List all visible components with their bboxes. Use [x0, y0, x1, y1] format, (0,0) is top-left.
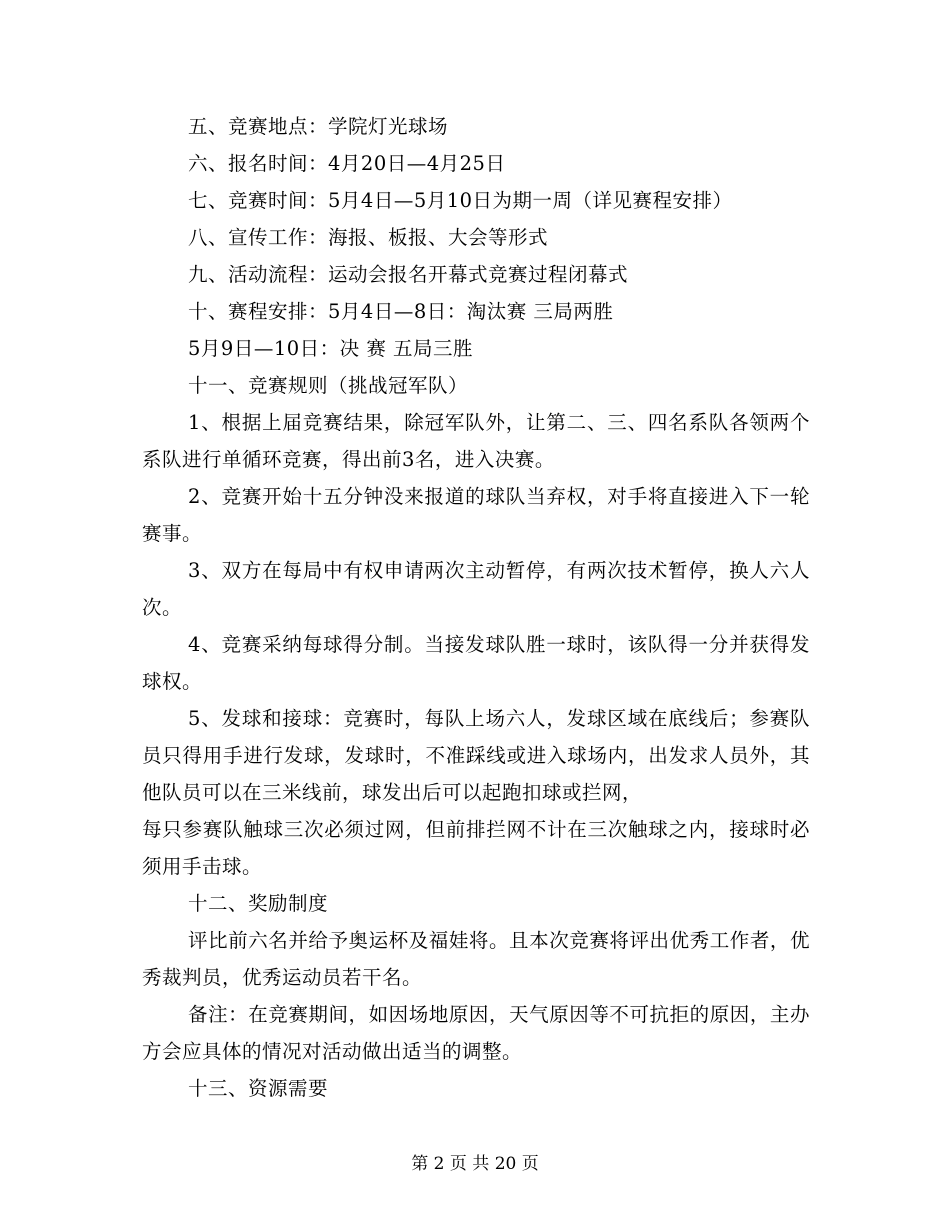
paragraph-venue: 五、竞赛地点：学院灯光球场: [188, 115, 449, 138]
paragraph-rewards: 评比前六名并给予奥运杯及福娃将。且本次竞赛将评出优秀工作者，优秀裁判员，优秀运动员若干名。: [142, 929, 810, 989]
paragraph-schedule: 十、赛程安排：5月4日—8日：淘汰赛 三局两胜: [188, 300, 614, 323]
heading-rewards: 十二、奖励制度: [188, 892, 329, 915]
paragraph-remark: 备注：在竞赛期间，如因场地原因，天气原因等不可抗拒的原因，主办方会应具体的情况对活动做出适当的调整。: [142, 1003, 810, 1063]
paragraph-rule-3: 3、双方在每局中有权申请两次主动暂停，有两次技术暂停，换人六人次。: [142, 559, 810, 619]
paragraph-rule-5: 5、发球和接球：竞赛时，每队上场六人，发球区域在底线后；参赛队员只得用手进行发球，发球时，不准踩线或进入球场内，出发求人员外，其他队员可以在三米线前，球发出后可以起跑扣球或拦网，: [142, 707, 810, 804]
paragraph-rule-5-continued: 每只参赛队触球三次必须过网，但前排拦网不计在三次触球之内，接球时必须用手击球。: [142, 818, 810, 878]
heading-rules: 十一、竞赛规则（挑战冠军队）: [188, 374, 469, 397]
heading-resources: 十三、资源需要: [188, 1077, 329, 1100]
paragraph-competition-time: 七、竞赛时间：5月4日—5月10日为期一周（详见赛程安排）: [188, 189, 733, 212]
paragraph-activity-flow: 九、活动流程：运动会报名开幕式竞赛过程闭幕式: [188, 263, 629, 286]
paragraph-rule-1: 1、根据上届竞赛结果，除冠军队外，让第二、三、四名系队各领两个系队进行单循环竞赛，得出前3名，进入决赛。: [142, 411, 810, 471]
paragraph-rule-2: 2、竞赛开始十五分钟没来报道的球队当弃权，对手将直接进入下一轮赛事。: [142, 485, 810, 545]
paragraph-rule-4: 4、竞赛采纳每球得分制。当接发球队胜一球时，该队得一分并获得发球权。: [142, 633, 810, 693]
paragraph-publicity: 八、宣传工作：海报、板报、大会等形式: [188, 226, 549, 249]
page-number-footer: 第 2 页 共 20 页: [411, 1154, 539, 1174]
paragraph-registration-time: 六、报名时间：4月20日—4月25日: [188, 152, 506, 175]
document-body: [142, 108, 810, 1107]
paragraph-schedule-finals: 5月9日—10日：决 赛 五局三胜: [188, 337, 474, 360]
